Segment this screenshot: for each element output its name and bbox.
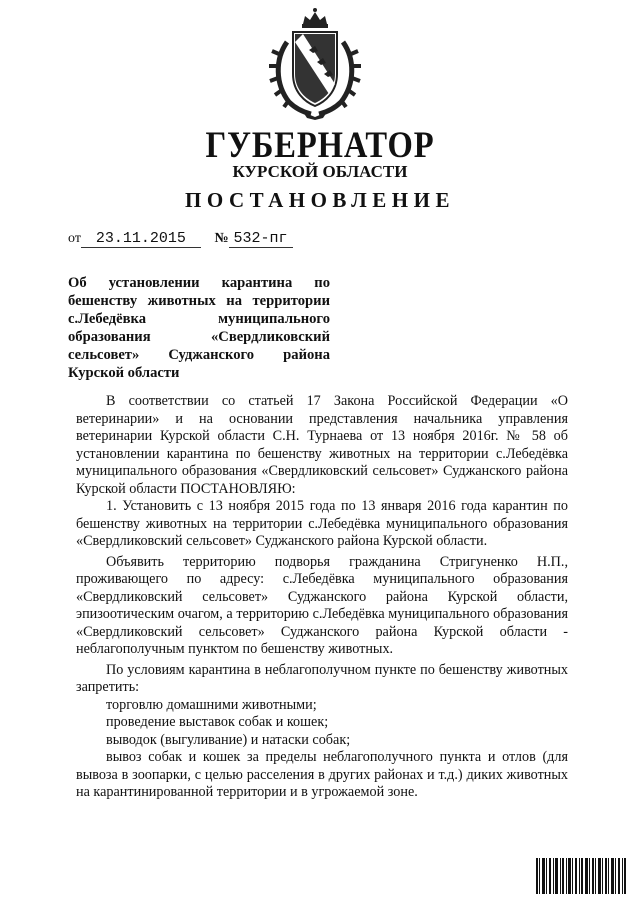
- document-subject: [68, 274, 330, 382]
- preamble-paragraph: В соответствии со статьей 17 Закона Российской Федерации «О ветеринарии» и на основании представления начальника управления ветеринарии Курской области С.Н. Турнаева от 13 ноября 2016г. № 58 об установлении карантина по бешенству животных на территории с.Лебедёвка муниципального образования «Свердликовский сельсовет» Суджанского района Курской области ПОСТАНОВЛЯЮ:: [76, 393, 568, 497]
- item-1-paragraph: 1. Установить с 13 ноября 2015 года по 13 января 2016 года карантин по бешенству животных на территории с.Лебедёвка муниципального образования «Свердликовский сельсовет» Суджанского района Курской области.: [76, 498, 568, 549]
- subject-line: Об установлении карантина по: [68, 275, 330, 291]
- subject-line: с.Лебедёвка муниципального: [68, 311, 330, 327]
- region-title: КУРСКОЙ ОБЛАСТИ: [232, 162, 408, 181]
- prohibition-item: выводок (выгуливание) и натаски собак;: [106, 731, 351, 748]
- document-type: ПОСТАНОВЛЕНИЕ: [185, 188, 455, 212]
- document-body: [76, 393, 568, 802]
- registration-line: [68, 230, 293, 248]
- prohibition-item: торговлю домашними животными;: [106, 696, 317, 713]
- subject-line: Курской области: [68, 365, 180, 381]
- subject-line: образования «Свердликовский: [68, 329, 330, 345]
- prohibition-intro: По условиям карантина в неблагополучном пункте по бешенству животных запретить:: [76, 661, 568, 695]
- prohibition-item: вывоз собак и кошек за пределы неблагополучного пункта и отлов (для вывоза в зоопарки, с целью расселения в других районах и т.д.) диких животных на карантинированной территории и в угрожаемой зоне.: [76, 749, 568, 800]
- page-title: ГУБЕРНАТОР: [205, 125, 435, 166]
- barcode-icon: [536, 858, 626, 894]
- declaration-paragraph: Объявить территорию подворья гражданина Стригуненко Н.П., проживающего по адресу: с.Лебедёвка муниципального образования «Свердликовский сельсовет» Суджанского района Курской области, эпизоотическим очагом, а территорию с.Лебедёвка муниципального образования «Свердликовский сельсовет» Суджанского района Курской области - неблагополучным пунктом по бешенству животных.: [76, 553, 568, 657]
- prohibition-item: проведение выставок собак и кошек;: [106, 714, 329, 730]
- subject-line: бешенству животных на территории: [68, 293, 330, 309]
- subject-line: сельсовет» Суджанского района: [68, 347, 330, 363]
- document-number: 532-пг: [229, 230, 293, 248]
- date-label: от: [68, 231, 81, 246]
- document-date: 23.11.2015: [81, 230, 201, 248]
- number-label: №: [214, 231, 229, 246]
- coat-of-arms-icon: [265, 4, 365, 120]
